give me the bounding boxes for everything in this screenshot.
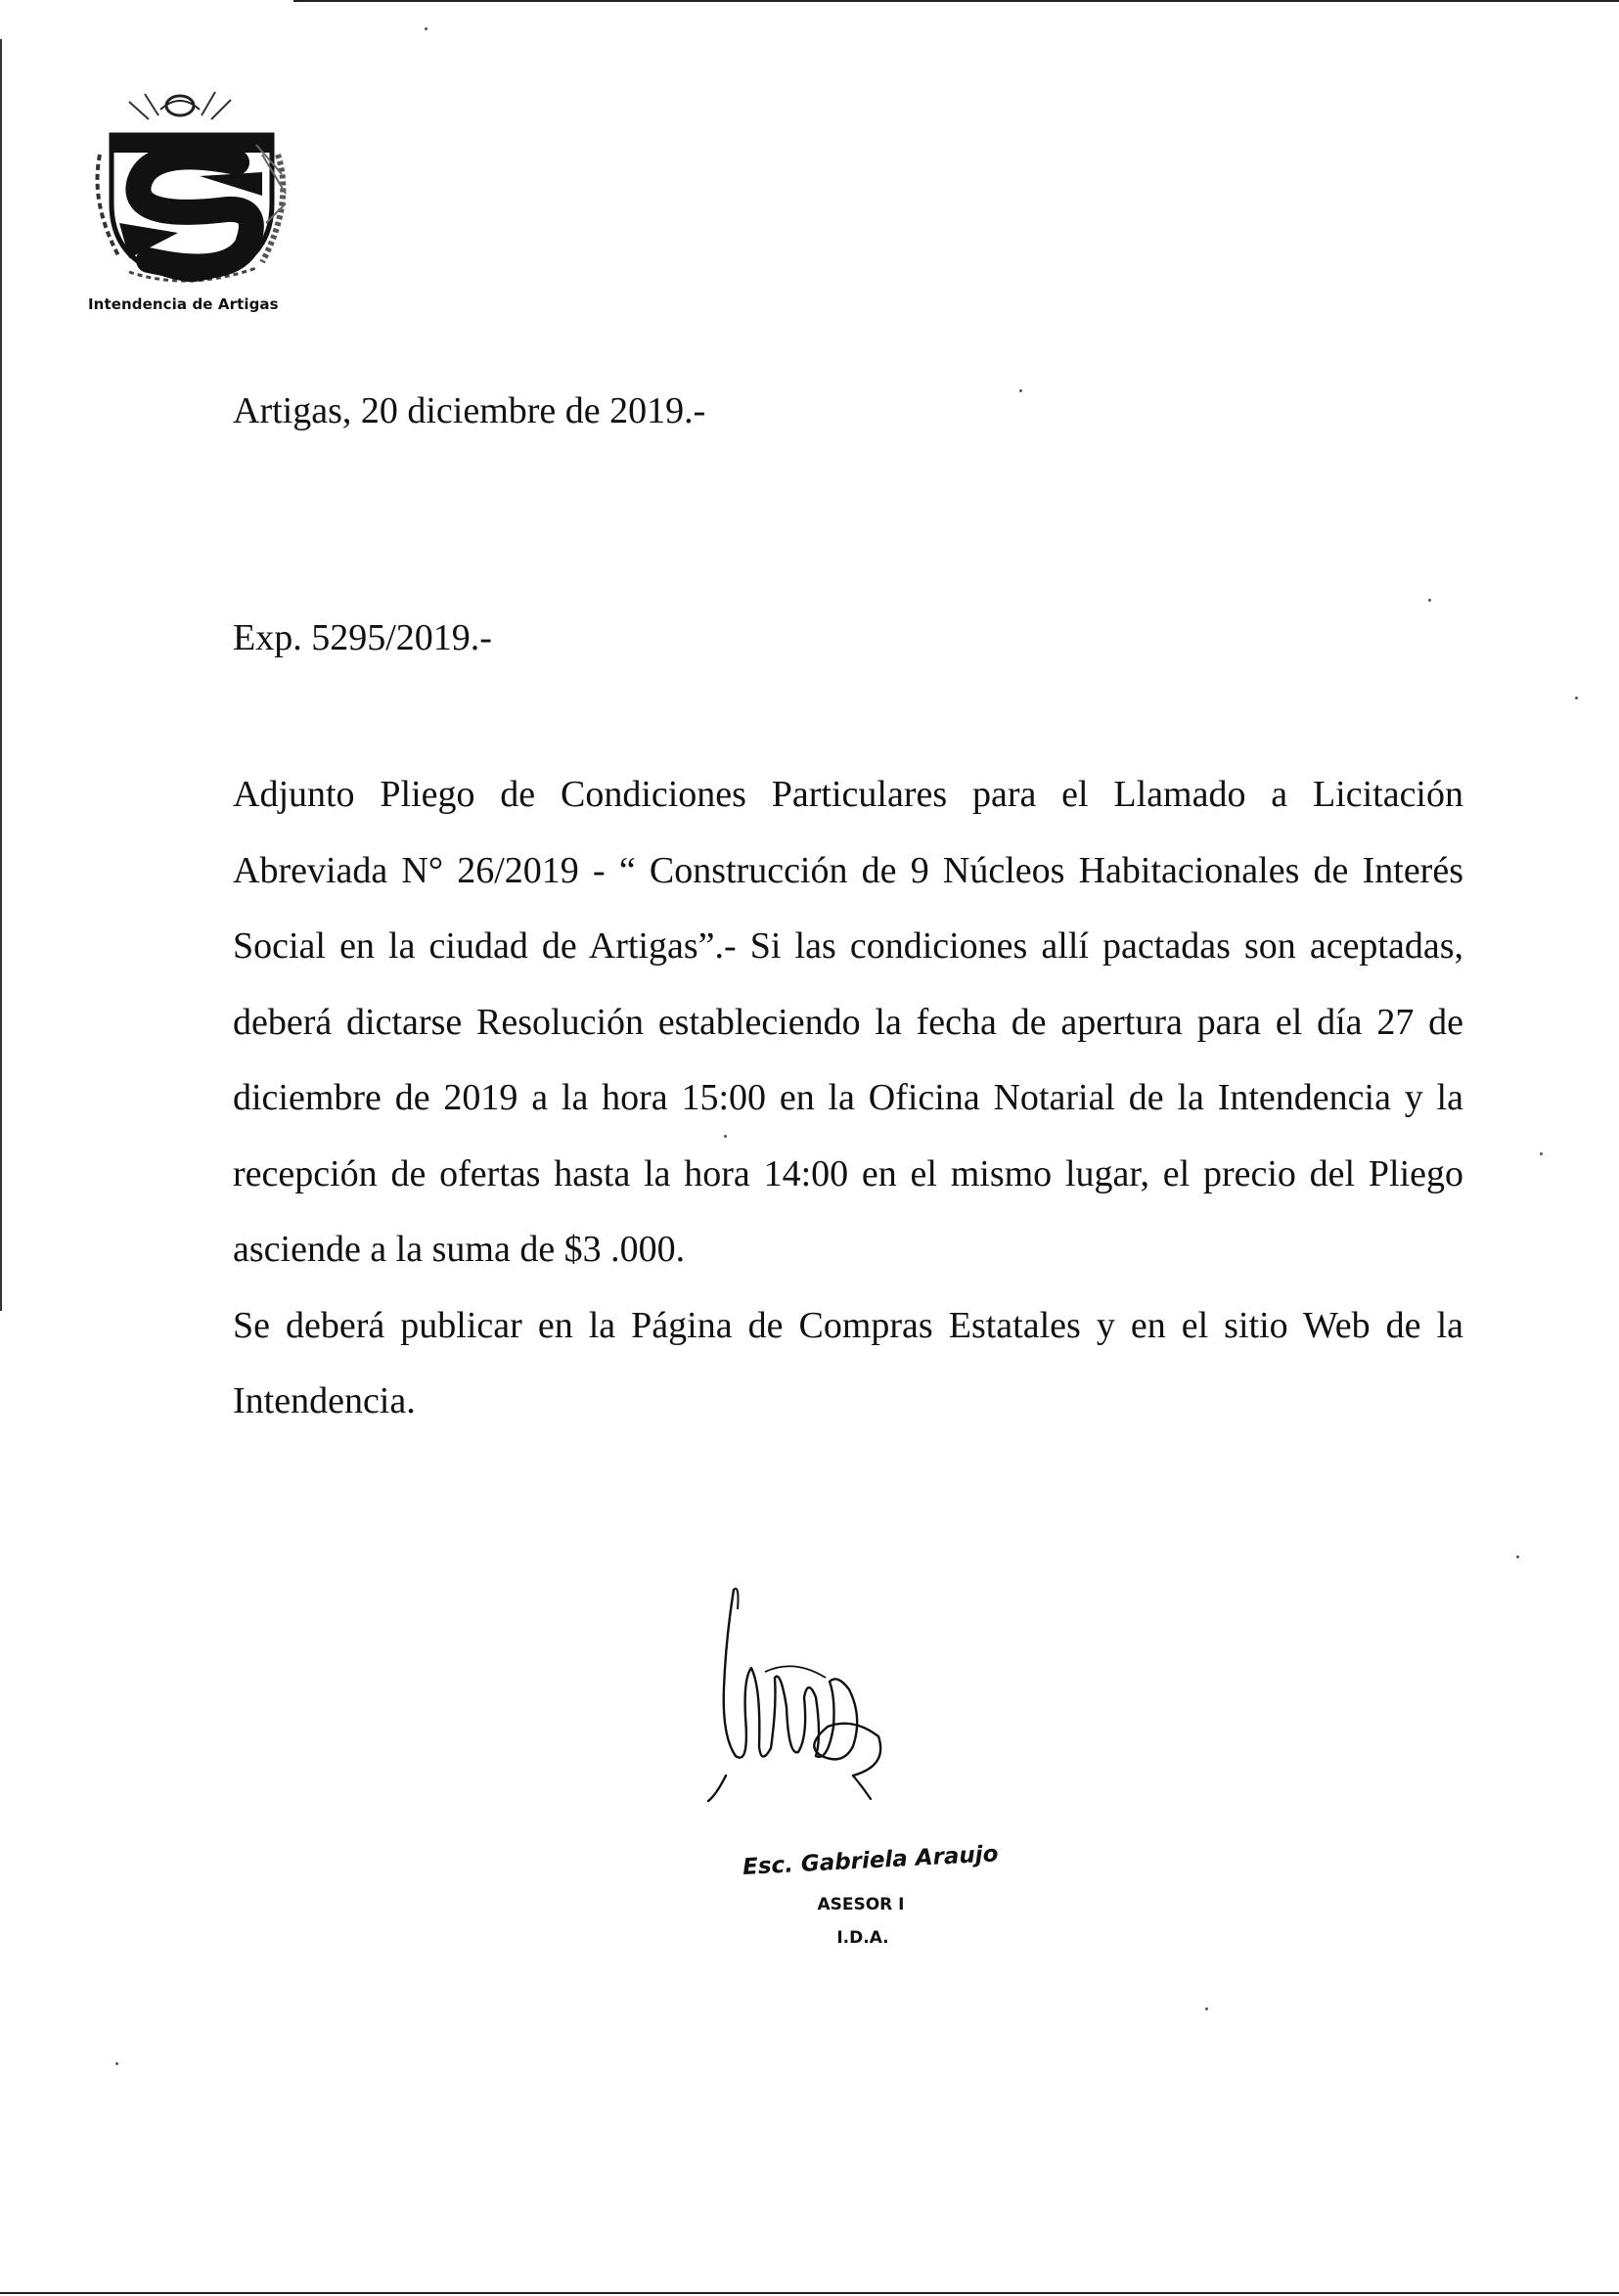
signature-stamp xyxy=(724,1841,1017,1948)
signer-name: Esc. Gabriela Araujo xyxy=(742,1841,1000,1880)
expediente-number: Exp. 5295/2019.- xyxy=(233,617,492,658)
scan-edge-bottom xyxy=(0,2292,1619,2294)
scan-speck xyxy=(1205,2007,1208,2010)
signer-title: ASESOR I xyxy=(817,1895,905,1914)
scan-speck xyxy=(1516,1555,1519,1558)
scan-speck xyxy=(1428,599,1431,602)
date-line: Artigas, 20 diciembre de 2019.- xyxy=(233,390,706,431)
scan-speck xyxy=(1575,697,1578,699)
letter-body xyxy=(233,757,1463,1440)
handwritten-signature xyxy=(706,1580,902,1805)
body-paragraph: Se deberá publicar en la Página de Compras Estatales y en el sitio Web de la Intendencia. xyxy=(233,1304,1463,1421)
scan-speck xyxy=(425,27,427,30)
signer-organization: I.D.A. xyxy=(836,1928,889,1948)
scan-speck xyxy=(115,2062,118,2065)
scan-speck xyxy=(1540,1152,1543,1155)
scan-edge-left xyxy=(0,39,2,1311)
scan-edge-top xyxy=(293,0,1619,2)
scan-speck xyxy=(1019,389,1022,392)
logo-caption: Intendencia de Artigas xyxy=(88,295,279,313)
coat-of-arms-logo xyxy=(90,86,295,292)
body-paragraph: Adjunto Pliego de Condiciones Particulares para el Llamado a Licitación Abreviada N° 26/2019 - “ Construcción de 9 Núcleos Habitacionales de Interés Social en la ciudad de Artigas”.- Si las condiciones allí pactadas son aceptadas, deberá dictarse Resolución estableciendo la fecha de apertura para el día 27 de diciembre de 2019 a la hora 15:00 en la Oficina Notarial de la Intendencia y la recepción de ofertas hasta la hora 14:00 en el mismo lugar, el precio del Pliego asciende a la suma de $3 .000. xyxy=(233,774,1463,1270)
